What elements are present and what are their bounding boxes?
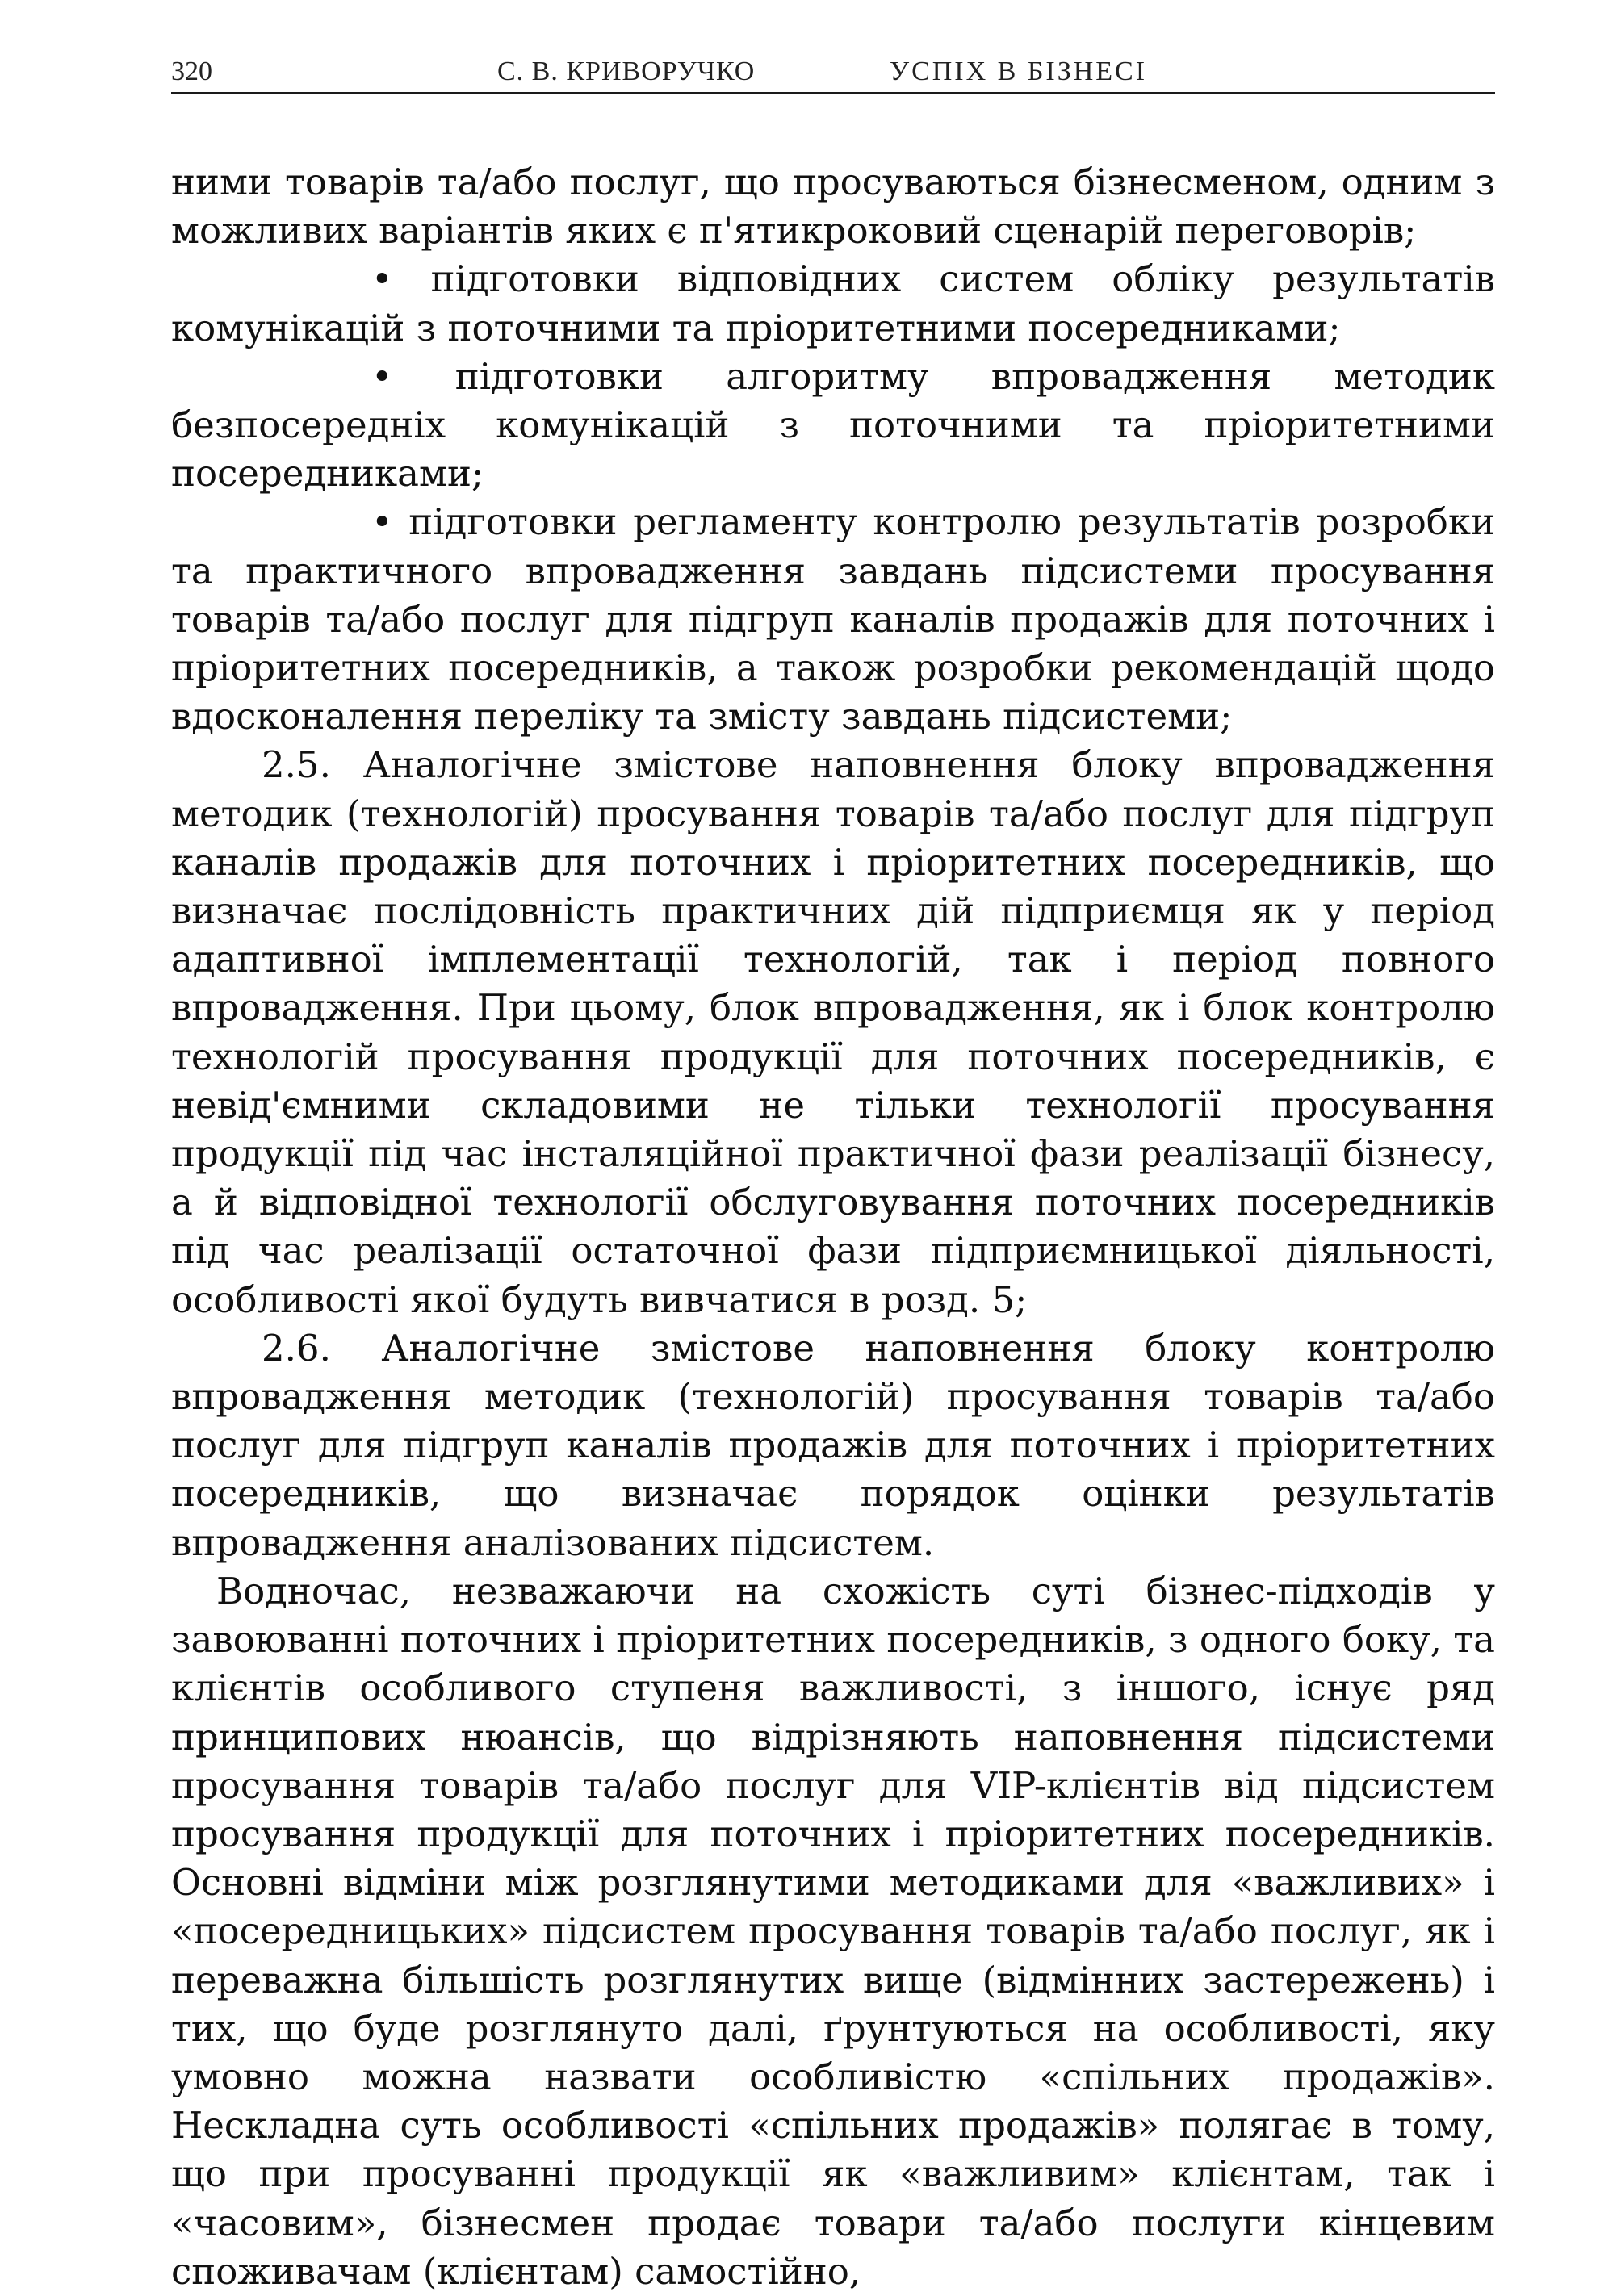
author-name: С. В. КРИВОРУЧКО xyxy=(497,56,756,86)
running-header xyxy=(171,50,1495,94)
bullet-item-accounting-systems: • підготовки відповідних систем обліку результатів комунікацій з поточними та пріоритетними посередниками; xyxy=(171,257,1495,349)
book-title: УСПІХ В БІЗНЕСІ xyxy=(890,56,1148,86)
numbered-item-2-6: 2.6. Аналогічне змістове наповнення блоку контролю впровадження методик (технологій) просування товарів та/або послуг для підгруп каналів продажів для поточних і пріоритетних посередників, що визначає порядок оцінки результатів впровадження аналізованих підсистем. xyxy=(171,1326,1495,1564)
numbered-item-2-5: 2.5. Аналогічне змістове наповнення блоку впровадження методик (технологій) просування товарів та/або послуг для підгруп каналів продажів для поточних і пріоритетних посередників, що визначає послідовність практичних дій підприємця як у період адаптивної імплементації технологій, так і період повного впровадження. При цьому, блок впровадження, як і блок контролю технологій просування продукції для поточних посередників, є невід'ємними складовими не тільки технології просування продукції під час інсталяційної практичної фази реалізації бізнесу, а й відповідної технології обслуговування поточних посередників під час реалізації остаточної фази підприємницької діяльності, особливості якої будуть вивчатися в розд. 5; xyxy=(171,743,1495,1321)
paragraph-continuation: ними товарів та/або послуг, що просуваються бізнесменом, одним з можливих варіантів яких є п'ятикроковий сценарій переговорів; xyxy=(171,161,1495,253)
body-text xyxy=(171,158,1495,2296)
bullet-item-control-regulations: • підготовки регламенту контролю результатів розробки та практичного впровадження завдань підсистеми просування товарів та/або послуг для підгруп каналів продажів для поточних і пріоритетних посередників, а також розробки рекомендацій щодо вдосконалення переліку та змісту завдань підсистеми; xyxy=(171,500,1495,738)
page-number: 320 xyxy=(171,56,212,86)
bullet-item-implementation-algorithm: • підготовки алгоритму впровадження методик безпосередніх комунікацій з поточними та пріоритетними посередниками; xyxy=(171,354,1495,496)
paragraph-vip-clients: Водночас, незважаючи на схожість суті бізнес-підходів у завоюванні поточних і пріоритетних посередників, з одного боку, та клієнтів особливого ступеня важливості, з іншого, існує ряд принципових нюансів, що відрізняють наповнення підсистеми просування товарів та/або послуг для VIP-клієнтів від підсистем просування продукції для поточних і пріоритетних посередників. Основні відміни між розглянутими методиками для «важливих» і «посередницьких» підсистем просування товарів та/або послуг, як і переважна більшість розглянутих вище (відмінних застережень) і тих, що буде розглянуто далі, ґрунтуються на особливості, яку умовно можна назвати особливістю «спільних продажів». Нескладна суть особливості «спільних продажів» полягає в тому, що при просуванні продукції як «важливим» клієнтам, так і «часовим», бізнесмен продає товари та/або послуги кінцевим споживачам (клієнтам) самостійно, xyxy=(171,1569,1495,2293)
